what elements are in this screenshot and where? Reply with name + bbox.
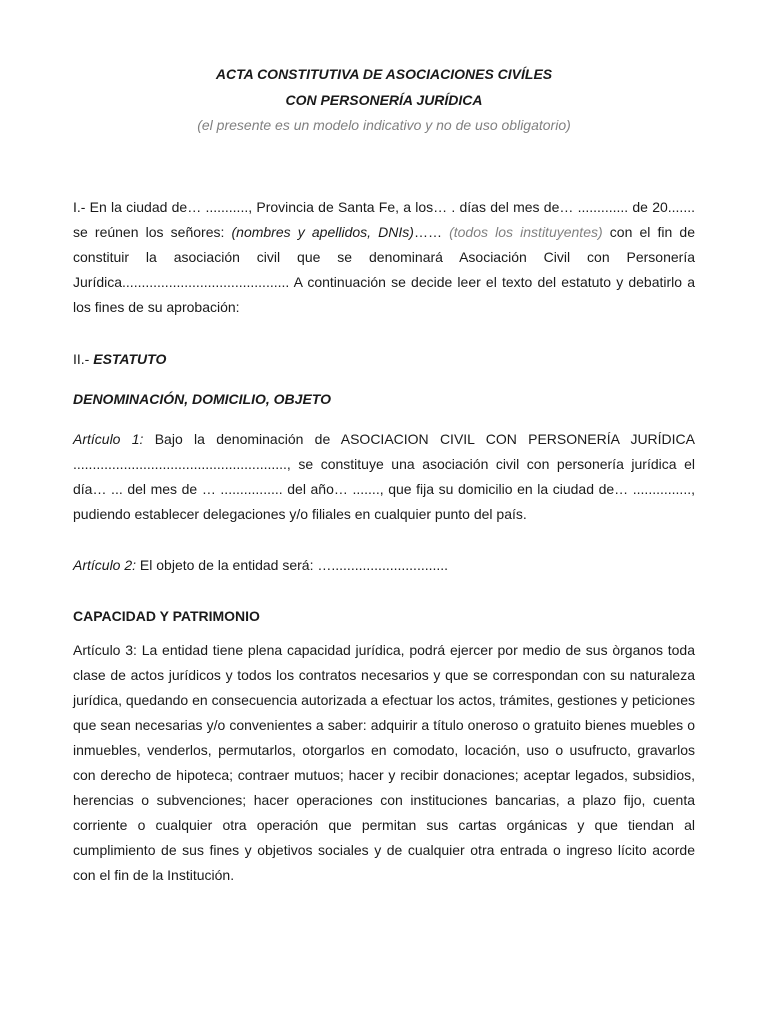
article1-paragraph: [73, 427, 695, 527]
article1-label: Artículo 1:: [73, 431, 144, 447]
heading-denominacion: DENOMINACIÓN, DOMICILIO, OBJETO: [73, 391, 331, 407]
document-body: [73, 66, 695, 888]
article3-paragraph: Artículo 3: La entidad tiene plena capacidad jurídica, podrá ejercer por medio de sus òrganos toda clase de actos jurídicos y todos los contratos necesarios y que se correspondan con su naturaleza jurídica, quedando en consecuencia autorizada a efectuar los actos, trámites, gestiones y peticiones que sean necesarias y/o convenientes a saber: adquirir a título oneroso o gratuito bienes muebles o inmuebles, venderlos, permutarlos, otorgarlos en comodato, locación, uso o usufructo, gravarlos con derecho de hipoteca; contraer mutuos; hacer y recibir donaciones; aceptar legados, subsidios, herencias o subvenciones; hacer operaciones con instituciones bancarias, a plazo fijo, cuenta corriente o cualquier otra operación que permitan sus cartas orgánicas y que tiendan al cumplimiento de sus fines y objetivos sociales y de cualquier otra entrada o ingreso lícito acorde con el fin de la Institución.: [73, 642, 695, 883]
article1-text: Bajo la denominación de ASOCIACION CIVIL CON PERSONERÍA JURÍDICA ......................................................., se constituye una asociación civil con personería jurídica el día… ... del mes de … ................ del año… ......., que fija su domicilio en la ciudad de… ..............., pudiendo establecer delegaciones y/o filiales en cualquier punto del país.: [73, 431, 695, 522]
section2-prefix: II.-: [73, 351, 94, 367]
section2-title: ESTATUTO: [93, 351, 167, 367]
document-title-line1: ACTA CONSTITUTIVA DE ASOCIACIONES CIVÍLES: [215, 66, 553, 82]
section1-gray-note: (todos los instituyentes): [449, 224, 603, 240]
document-title-line2: CON PERSONERÍA JURÍDICA: [285, 92, 483, 108]
article2-paragraph: [73, 553, 695, 578]
section1-italic-names: (nombres y apellidos, DNIs): [231, 224, 414, 240]
heading-capacidad: CAPACIDAD Y PATRIMONIO: [73, 608, 260, 624]
section1-paragraph: [73, 195, 695, 320]
section1-text-c: con el fin de constituir la asociación civil que se denominará Asociación Civil con Personería Jurídica........................................... A continuación se decide leer el texto del estatuto y debatirlo a los fines de su aprobación:: [73, 224, 696, 315]
document-subtitle: (el presente es un modelo indicativo y no de uso obligatorio): [197, 117, 571, 133]
section1-text-b: ……: [413, 224, 450, 240]
section1-text-a: I.- En la ciudad de… ..........., Provincia de Santa Fe, a los… . días del mes de… ............. de 20....... se reúnen los señores:: [73, 199, 695, 240]
section2-heading: [73, 351, 695, 368]
article2-label: Artículo 2:: [73, 557, 137, 573]
article2-text: El objeto de la entidad será: …..............................: [136, 557, 449, 573]
